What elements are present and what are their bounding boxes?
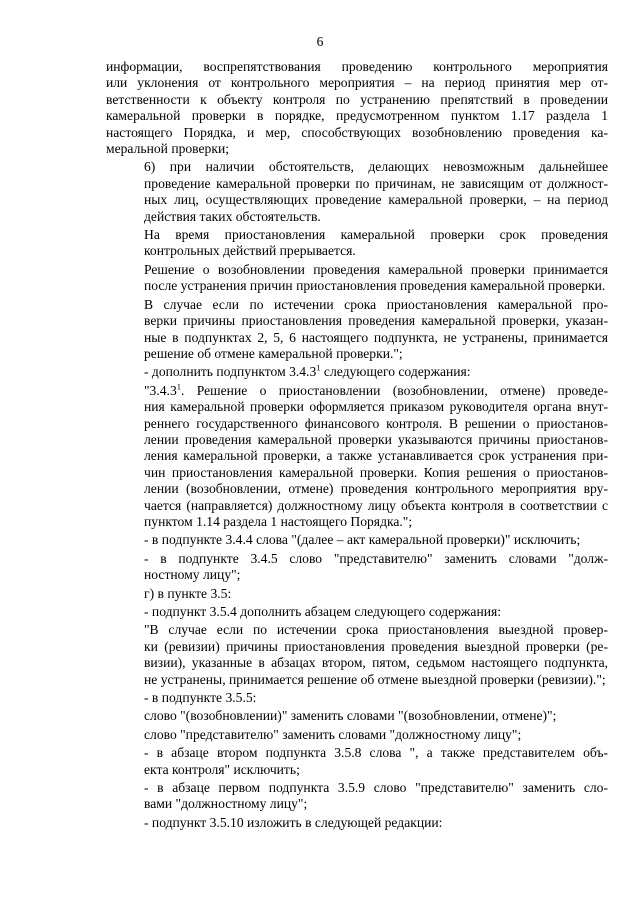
text-line: вами "должностному лицу"; (144, 796, 308, 812)
text-line: В случае если по истечении срока приостановления камеральной про- (144, 296, 608, 312)
text-line: - в подпункте 3.4.5 слово "представителю" заменить словами "долж- (144, 550, 608, 566)
text-line: чается (направляется) должностному лицу объекта контроля в соответствии с (144, 497, 608, 513)
paragraph (106, 262, 608, 295)
text-line: ки (ревизии) причины приостановления проведения выездной проверки (ре- (144, 638, 608, 654)
document-body (106, 59, 608, 831)
paragraph (106, 690, 608, 706)
text-line: - в абзаце первом подпункта 3.5.9 слово "представителю" заменить сло- (144, 780, 608, 796)
paragraph (106, 297, 608, 363)
text-line: г) в пункте 3.5: (144, 585, 232, 601)
text-line: информации, воспрепятствования проведению контрольного мероприятия (106, 59, 608, 74)
text-line: "3.4.3$^1$. Решение о приостановлении (возобновлении, отмене) проведе- (144, 381, 608, 398)
text-line: - в подпункте 3.4.4 слова "(далее – акт камеральной проверки)" исключить; (144, 532, 581, 548)
text-line: "В случае если по истечении срока приостановления выездной провер- (144, 622, 608, 638)
text-line: визии), указанные в абзацах втором, пятом, седьмом настоящего подпункта, (144, 655, 608, 671)
paragraph (106, 727, 608, 743)
text-line: настоящего Порядка, и мер, способствующих возобновлению проведения ка- (106, 124, 608, 140)
text-line: проведение камеральной проверки по причинам, не зависящим от должност- (144, 175, 608, 191)
text-line: меральной проверки; (106, 141, 230, 157)
paragraph (106, 604, 608, 620)
text-line: камеральной проверки в порядке, предусмотренном пунктом 1.17 раздела 1 (106, 108, 608, 124)
paragraph (106, 708, 608, 724)
text-line: после устранения причин приостановления проведения камеральной проверки. (144, 278, 606, 294)
text-line: На время приостановления камеральной проверки срок проведения (144, 227, 608, 243)
text-line: 6) при наличии обстоятельств, делающих невозможным дальнейшее (144, 159, 608, 175)
text-line: чин приостановления камеральной проверки. Копия решения о приостанов- (144, 464, 608, 480)
text-line: - дополнить подпунктом 3.4.3$^1$ следующего содержания: (144, 362, 471, 380)
paragraph (106, 815, 608, 831)
text-line: - в подпункте 3.5.5: (144, 690, 257, 706)
text-line: действия таких обстоятельств. (144, 208, 321, 224)
text-line: или уклонения от контрольного мероприятия – на период принятия мер от- (106, 75, 608, 91)
text-line: не устранены, принимается решение об отмене выездной проверки (ревизии)."; (144, 671, 606, 687)
paragraph (106, 383, 608, 531)
paragraph (106, 532, 608, 548)
text-line: лении проведения камеральной проверки указываются причины приостанов- (144, 431, 608, 447)
text-line: екта контроля" исключить; (144, 761, 300, 777)
paragraph (106, 780, 608, 813)
text-line: - подпункт 3.5.4 дополнить абзацем следующего содержания: (144, 604, 502, 619)
paragraph (106, 364, 608, 380)
text-line: реннего государственного финансового контроля. В решении о приостанов- (144, 415, 608, 431)
text-line: слово "(возобновлении)" заменить словами "(возобновлении, отмене)"; (144, 708, 557, 724)
paragraph (106, 159, 608, 225)
text-line: верки причины приостановления проведения камеральной проверки, указан- (144, 313, 608, 329)
text-line: ностному лицу"; (144, 567, 241, 583)
paragraph (106, 227, 608, 260)
text-line: решение об отмене камеральной проверки."; (144, 345, 403, 361)
page-number: 6 (316, 34, 324, 49)
paragraph (106, 622, 608, 688)
text-line: контрольных действий прерывается. (144, 243, 356, 259)
paragraph (106, 745, 608, 778)
text-line: Решение о возобновлении проведения камеральной проверки принимается (144, 261, 608, 277)
paragraph (106, 551, 608, 584)
text-line: ления камеральной проверки, а также устанавливается срок устранения при- (144, 448, 608, 464)
text-line: - подпункт 3.5.10 изложить в следующей редакции: (144, 814, 443, 830)
text-line: - в абзаце втором подпункта 3.5.8 слова ", а также представителем объ- (144, 745, 608, 761)
text-line: лении (возобновлении, отмене) проведения контрольного мероприятия вру- (144, 481, 608, 497)
text-line: слово "представителю" заменить словами "должностному лицу"; (144, 726, 522, 742)
paragraph (106, 586, 608, 602)
text-line: ния камеральной проверки оформляется приказом руководителя органа внут- (144, 399, 608, 415)
text-line: пунктом 1.14 раздела 1 настоящего Порядка."; (144, 513, 413, 529)
paragraph (106, 59, 608, 157)
text-line: ных лиц, осуществляющих проведение камеральной проверки, – на период (144, 192, 608, 208)
text-line: ветственности к объекту контроля по устранению препятствий в проведении (106, 91, 608, 107)
text-line: ные в подпунктах 2, 5, 6 настоящего подпункта, не устранены, принимается (144, 329, 608, 345)
